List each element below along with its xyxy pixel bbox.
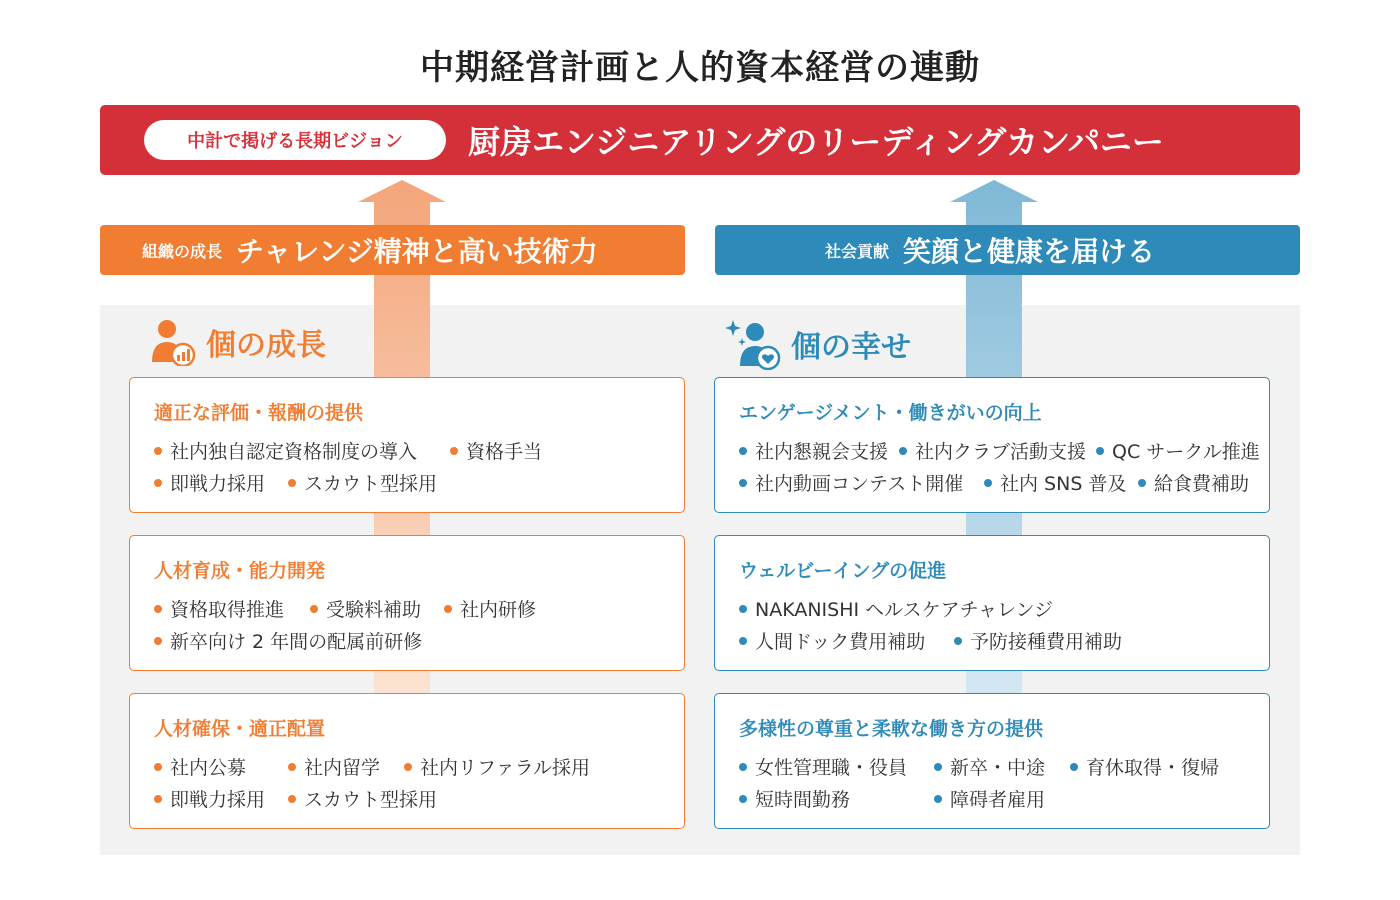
list-item: 予防接種費用補助 — [954, 627, 1122, 654]
list-item: 社内動画コンテスト開催 — [739, 469, 963, 496]
bullet-icon — [154, 795, 162, 803]
bullet-icon — [450, 447, 458, 455]
bullet-icon — [154, 637, 162, 645]
bullet-icon — [288, 795, 296, 803]
bullet-icon — [288, 763, 296, 771]
list-item: QC サークル推進 — [1096, 437, 1260, 464]
card-row — [154, 785, 674, 811]
card-talent-development — [129, 535, 685, 671]
social-contribution-pill — [715, 225, 1300, 275]
bullet-icon — [739, 447, 747, 455]
card-row — [154, 469, 674, 495]
list-item: 短時間勤務 — [739, 785, 850, 812]
organization-growth-text: チャレンジ精神と高い技術力 — [236, 235, 598, 268]
vision-label: 中計で掲げる長期ビジョン — [144, 120, 446, 160]
individual-happiness-label: 個の幸せ — [791, 330, 911, 365]
individual-happiness-heading — [725, 318, 911, 370]
list-item: 社内研修 — [444, 595, 536, 622]
vision-text: 厨房エンジニアリングのリーディングカンパニー — [468, 123, 1164, 161]
bullet-icon — [154, 763, 162, 771]
list-item: 新卒・中途 — [934, 753, 1045, 780]
bullet-icon — [154, 605, 162, 613]
card-row — [739, 469, 1259, 495]
individual-growth-heading — [150, 318, 326, 366]
list-item: 受験料補助 — [310, 595, 421, 622]
list-item: 資格手当 — [450, 437, 542, 464]
bullet-icon — [739, 479, 747, 487]
card-title: ウェルビーイングの促進 — [739, 560, 947, 582]
card-row — [154, 595, 674, 621]
card-title: 人材育成・能力開発 — [154, 560, 326, 582]
card-title: 多様性の尊重と柔軟な働き方の提供 — [739, 718, 1044, 740]
list-item: 資格取得推進 — [154, 595, 284, 622]
list-item: 障碍者雇用 — [934, 785, 1045, 812]
list-item: 社内公募 — [154, 753, 246, 780]
card-row — [739, 785, 1259, 811]
bullet-icon — [954, 637, 962, 645]
bullet-icon — [1070, 763, 1078, 771]
card-engagement — [714, 377, 1270, 513]
bullet-icon — [1096, 447, 1104, 455]
bullet-icon — [739, 605, 747, 613]
social-contribution-text: 笑顔と健康を届ける — [903, 235, 1156, 268]
list-item: 社内独自認定資格制度の導入 — [154, 437, 417, 464]
card-row — [739, 627, 1259, 653]
list-item: 社内リファラル採用 — [404, 753, 590, 780]
bullet-icon — [310, 605, 318, 613]
organization-growth-label: 組織の成長 — [142, 241, 223, 261]
bullet-icon — [1138, 479, 1146, 487]
bullet-icon — [154, 479, 162, 487]
organization-growth-pill — [100, 225, 685, 275]
bullet-icon — [404, 763, 412, 771]
bullet-icon — [899, 447, 907, 455]
card-fair-evaluation — [129, 377, 685, 513]
bullet-icon — [288, 479, 296, 487]
card-row — [154, 753, 674, 779]
list-item: 社内留学 — [288, 753, 380, 780]
card-title: 人材確保・適正配置 — [154, 718, 326, 740]
list-item: 即戦力採用 — [154, 785, 265, 812]
list-item: 社内懇親会支援 — [739, 437, 888, 464]
bullet-icon — [154, 447, 162, 455]
list-item: 新卒向け 2 年間の配属前研修 — [154, 627, 422, 654]
list-item: 人間ドック費用補助 — [739, 627, 925, 654]
card-talent-acquisition — [129, 693, 685, 829]
card-wellbeing — [714, 535, 1270, 671]
card-title: 適正な評価・報酬の提供 — [154, 402, 364, 424]
card-diversity — [714, 693, 1270, 829]
bullet-icon — [444, 605, 452, 613]
bullet-icon — [739, 795, 747, 803]
card-row — [739, 753, 1259, 779]
list-item: 給食費補助 — [1138, 469, 1249, 496]
list-item: 社内クラブ活動支援 — [899, 437, 1086, 464]
list-item: スカウト型採用 — [288, 785, 437, 812]
individual-growth-label: 個の成長 — [206, 328, 326, 363]
vision-bar — [100, 105, 1300, 175]
person-heart-icon — [725, 318, 781, 370]
list-item: 女性管理職・役員 — [739, 753, 907, 780]
social-contribution-label: 社会貢献 — [825, 241, 890, 261]
card-row — [739, 437, 1259, 463]
card-row — [154, 437, 674, 463]
list-item: NAKANISHI ヘルスケアチャレンジ — [739, 595, 1053, 622]
page-title: 中期経営計画と人的資本経営の連動 — [420, 48, 980, 88]
person-growth-icon — [150, 318, 196, 366]
list-item: 社内 SNS 普及 — [984, 469, 1126, 496]
list-item: 育休取得・復帰 — [1070, 753, 1219, 780]
list-item: スカウト型採用 — [288, 469, 437, 496]
card-title: エンゲージメント・働きがいの向上 — [739, 402, 1042, 424]
bullet-icon — [739, 763, 747, 771]
bullet-icon — [934, 795, 942, 803]
bullet-icon — [984, 479, 992, 487]
card-row — [739, 595, 1259, 621]
list-item: 即戦力採用 — [154, 469, 265, 496]
bullet-icon — [739, 637, 747, 645]
card-row — [154, 627, 674, 653]
bullet-icon — [934, 763, 942, 771]
